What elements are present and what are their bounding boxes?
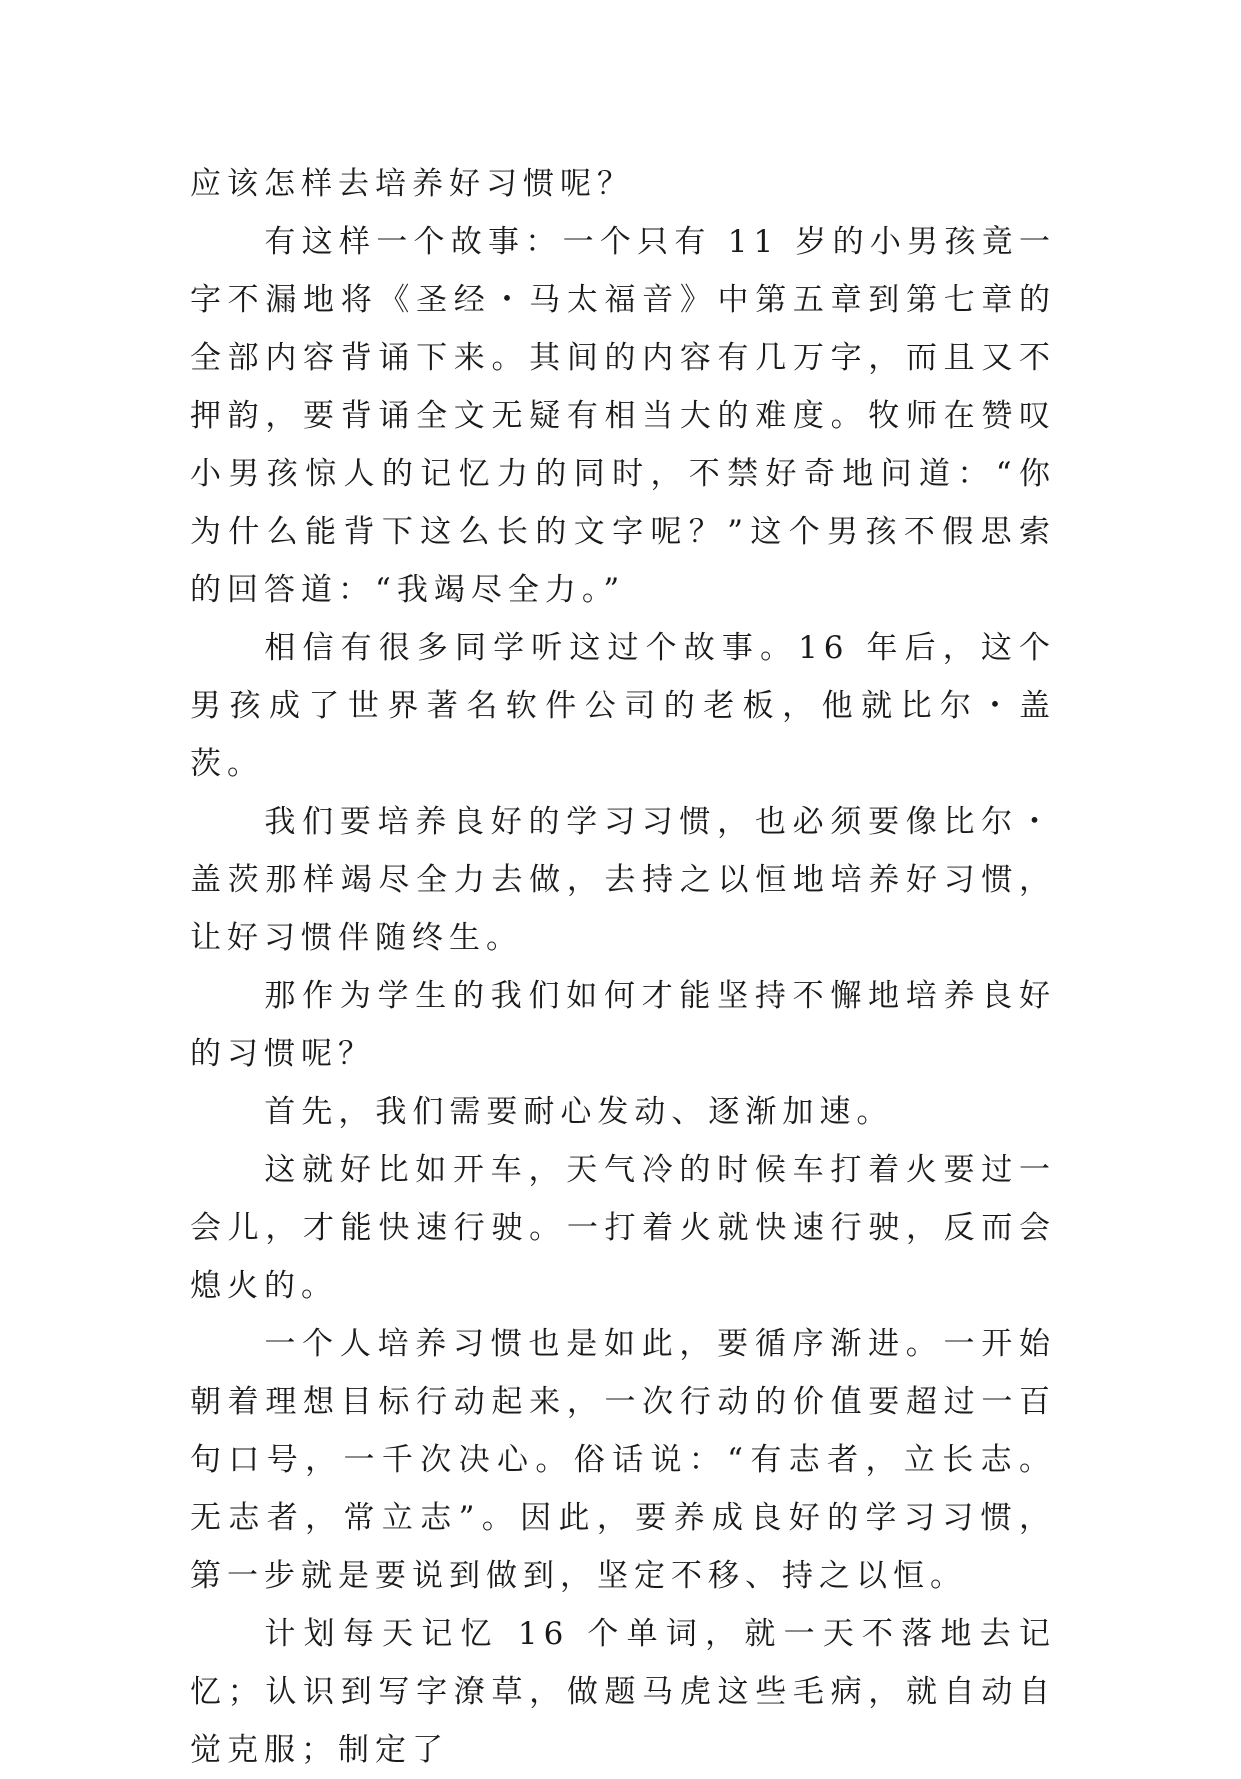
paragraph-story: 有这样一个故事：一个只有 11 岁的小男孩竟一字不漏地将《圣经・马太福音》中第五章到第七章的全部内容背诵下来。其间的内容有几万字，而且又不押韵，要背诵全文无疑有相当大的难度。牧师在赞叹小男孩惊人的记忆力的同时，不禁好奇地问道：“你为什么能背下这么长的文字呢？”这个男孩不假思索的回答道：“我竭尽全力。”: [190, 224, 1056, 608]
paragraph-car-analogy: 这就好比如开车，天气冷的时候车打着火要过一会儿，才能快速行驶。一打着火就快速行驶，反而会熄火的。: [190, 1152, 1056, 1304]
paragraph-first: 首先，我们需要耐心发动、逐渐加速。: [264, 1094, 894, 1130]
paragraph-persist: 我们要培养良好的学习习惯，也必须要像比尔・盖茨那样竭尽全力去做，去持之以恒地培养好习惯，让好习惯伴随终生。: [190, 804, 1056, 956]
paragraph-question: 那作为学生的我们如何才能坚持不懈地培养良好的习惯呢？: [190, 978, 1056, 1072]
paragraph-plan: 计划每天记忆 16 个单词，就一天不落地去记忆；认识到写字潦草，做题马虎这些毛病，就自动自觉克服；制定了: [190, 1616, 1056, 1768]
paragraph-bill-gates: 相信有很多同学听这过个故事。16 年后，这个男孩成了世界著名软件公司的老板，他就比尔・盖茨。: [190, 630, 1056, 782]
paragraph-gradual: 一个人培养习惯也是如此，要循序渐进。一开始朝着理想目标行动起来，一次行动的价值要超过一百句口号，一千次决心。俗话说：“有志者，立长志。无志者，常立志”。因此，要养成良好的学习习惯，第一步就是要说到做到，坚定不移、持之以恒。: [190, 1326, 1056, 1594]
paragraph-continuation: 应该怎样去培养好习惯呢？: [190, 166, 634, 202]
body-text: [190, 155, 1056, 1779]
